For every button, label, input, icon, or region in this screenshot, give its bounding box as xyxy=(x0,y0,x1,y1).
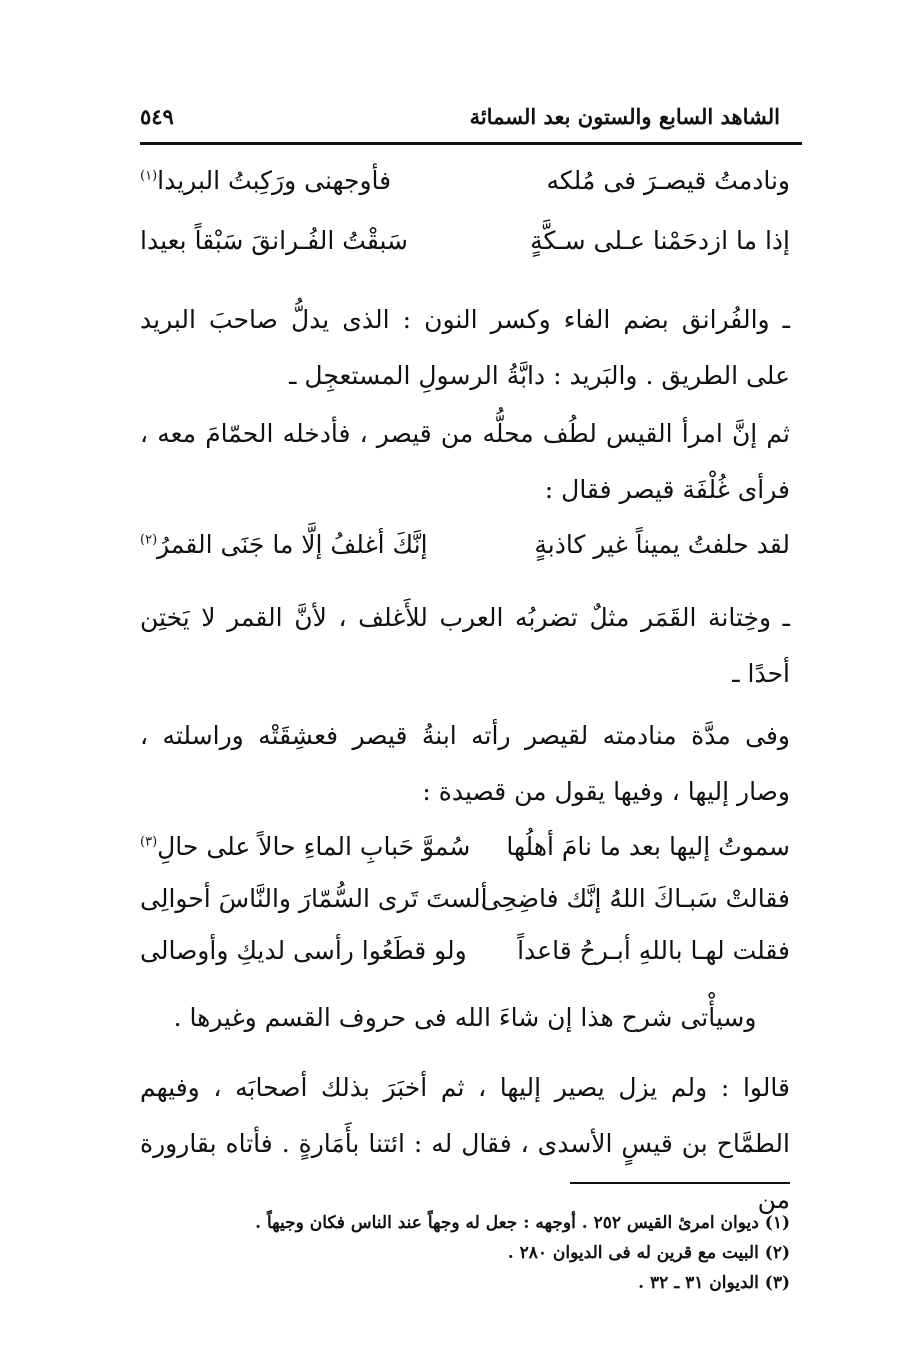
paragraph-text: ـ وخِتانة القَمَر مثلٌ تضربُه العرب للأَغلف ، لأنَّ القمر لا يَختِن أحدًا ـ xyxy=(140,603,790,688)
header-rule xyxy=(140,142,802,145)
verse-second-hemistich: فأوجهنى ورَكِبتُ البريدا$^{(١)}$ xyxy=(140,166,392,195)
paragraph-text: وفى مدَّة منادمته لقيصر رأته ابنةُ قيصر فعشِقَتْه وراسلته ، وصار إليها ، وفيها يقول من قصيدة : xyxy=(140,721,790,806)
verse-first-hemistich: إذا ما ازدحَمْنا عـلى سـكَّةٍ xyxy=(530,226,790,255)
verse-line xyxy=(140,226,790,278)
verse-second-hemistich: سُموَّ حَبابِ الماءِ حالاً على حالِ$^{(٣)}$ xyxy=(140,832,471,861)
verse-second-hemistich: سَبقْتُ الفُـرانقَ سَبْقاً بعيدا xyxy=(140,226,408,255)
page-header xyxy=(140,100,780,136)
page-number: ٥٤٩ xyxy=(140,104,174,129)
paragraph xyxy=(140,590,790,702)
verse-first-hemistich: ونادمتُ قيصـرَ فى مُلكه xyxy=(546,166,790,195)
verse-line xyxy=(140,530,790,582)
verse-line xyxy=(140,166,790,218)
verse-second-hemistich: ألستَ تَرى السُّمّارَ والنَّاسَ أحوالِى xyxy=(140,884,488,913)
verse-second-hemistich: ولو قطَعُوا رأسى لديكِ وأوصالى xyxy=(140,936,467,965)
verse-line xyxy=(140,832,790,884)
paragraph-text: ـ والفُرانق بضم الفاء وكسر النون : الذى يدلُّ صاحبَ البريد على الطريق . والبَريد : دابَّةُ الرسولِ المستعجِل ـ xyxy=(140,305,790,390)
footnote: (١) ديوان امرئ القيس ٢٥٢ . أوجهه : جعل له وجهاً عند الناس فكان وجيهاً . xyxy=(255,1213,790,1233)
verse-first-hemistich: سموتُ إليها بعد ما نامَ أهلُها xyxy=(506,832,790,861)
footnote-rule xyxy=(570,1182,790,1184)
paragraph-text: ثم إنَّ امرأ القيس لطُف محلُّه من قيصر ، فأدخله الحمّامَ معه ، فرأى غُلْفَة قيصر فقال : xyxy=(140,419,790,504)
footnote: (٢) البيت مع قرين له فى الديوان ٢٨٠ . xyxy=(507,1243,790,1263)
verse-first-hemistich: لقد حلفتُ يميناً غير كاذبةٍ xyxy=(534,530,790,559)
paragraph-text: قالوا : ولم يزل يصير إليها ، ثم أخبَرَ بذلك أصحابَه ، وفيهم الطمَّاح بن قيسٍ الأسدى ، فقال له : ائتنا بأَمَارةٍ . فأتاه بقارورة من xyxy=(140,1073,790,1214)
footnote-marker: (٢) xyxy=(140,532,158,548)
footnote-marker: (١) xyxy=(140,168,158,184)
paragraph xyxy=(140,708,790,820)
footnotes xyxy=(150,1208,790,1298)
verse-line xyxy=(140,884,790,936)
paragraph xyxy=(140,990,790,1046)
footnote: (٣) الديوان ٣١ ـ ٣٢ . xyxy=(638,1273,790,1293)
paragraph xyxy=(140,292,790,404)
verse-second-hemistich: إنَّكَ أغلفُ إلَّا ما جَنَى القمرُ$^{(٢)}$ xyxy=(140,530,428,559)
paragraph xyxy=(140,406,790,518)
verse-line xyxy=(140,936,790,988)
running-head: الشاهد السابع والستون بعد السمائة xyxy=(469,104,780,129)
paragraph-text: وسيأْتى شرح هذا إن شاءَ الله فى حروف القسم وغيرها . xyxy=(173,1003,757,1032)
verse-first-hemistich: فقالتْ سَبـاكَ اللهُ إنَّك فاضِحِى xyxy=(480,884,790,913)
footnote-marker: (٣) xyxy=(140,834,158,850)
paragraph xyxy=(140,1060,790,1228)
verse-first-hemistich: فقلت لهـا باللهِ أبـرحُ قاعداً xyxy=(517,936,790,965)
